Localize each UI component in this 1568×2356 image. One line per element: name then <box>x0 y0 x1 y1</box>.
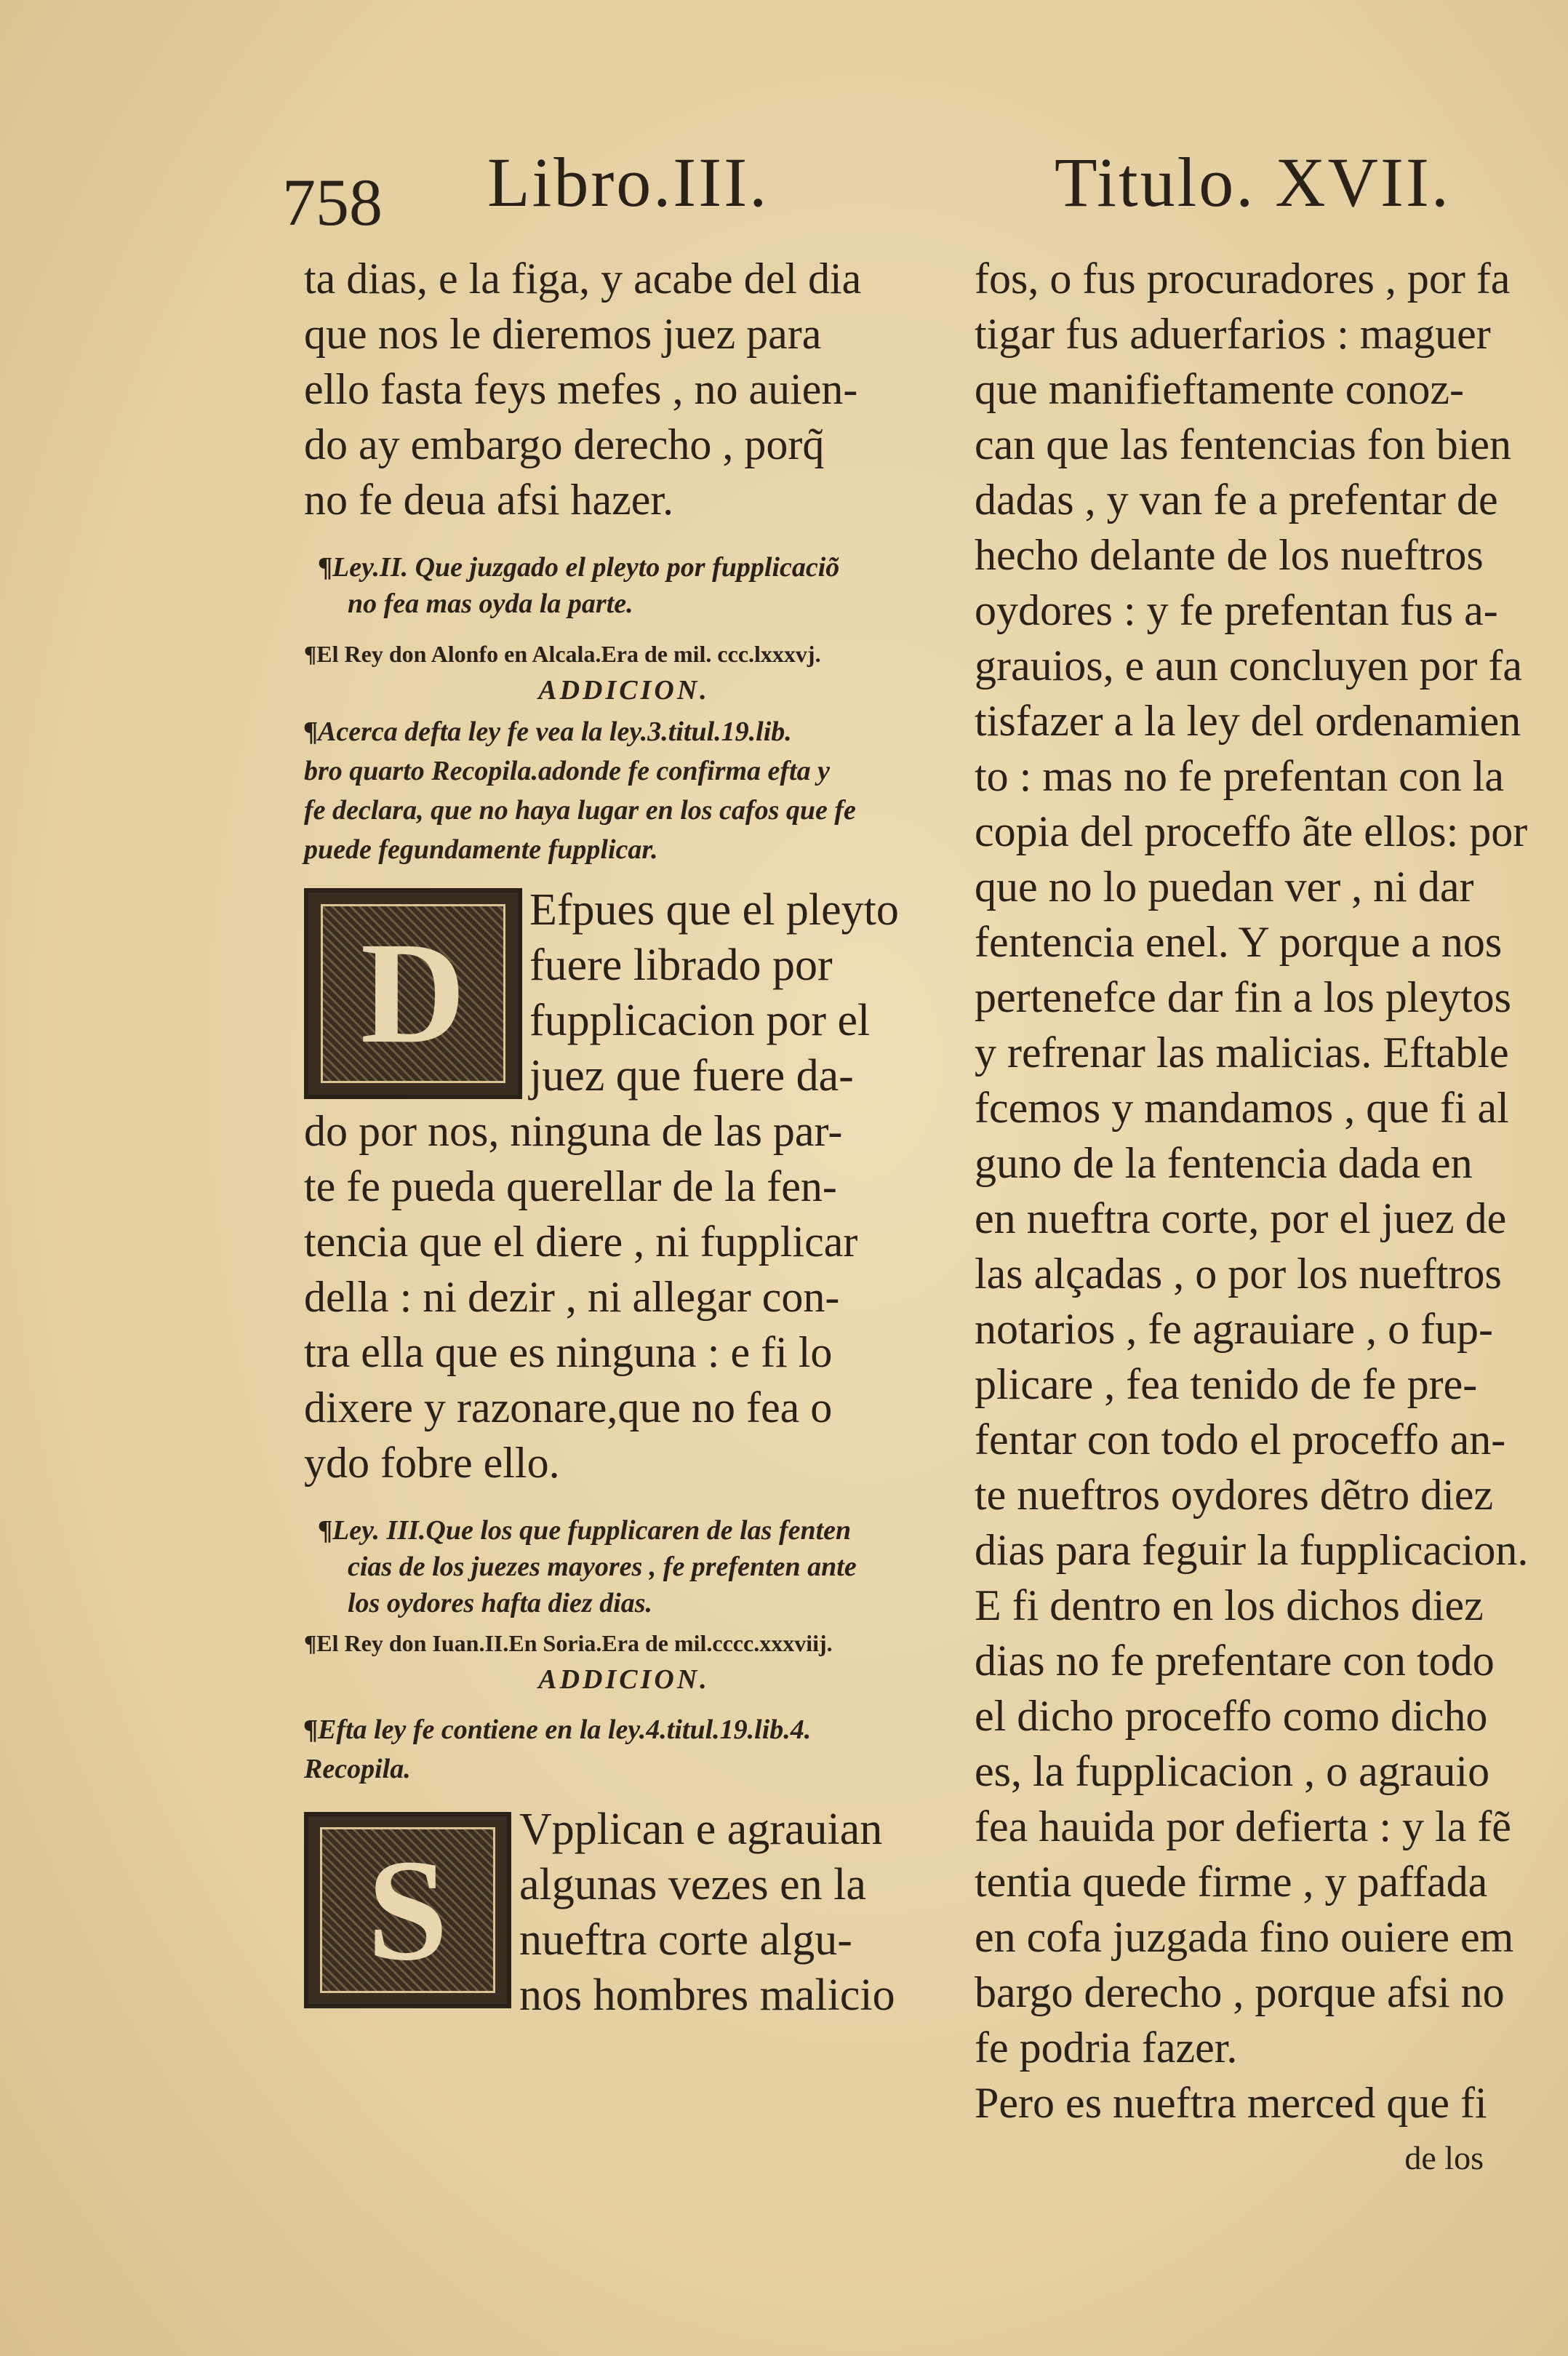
rubric-line: cias de los juezes mayores , fe prefenten ante <box>348 1552 857 1582</box>
text-line: tencia que el diere , ni fupplicar <box>304 1218 858 1266</box>
decorated-initial-d <box>304 888 522 1099</box>
text-line: tisfazer a la ley del ordenamien <box>975 697 1521 745</box>
law-3-text-opening <box>304 1802 944 2023</box>
running-head-title: Titulo. XVII. <box>1055 143 1451 221</box>
text-line: juez que fuere da- <box>529 1051 854 1101</box>
text-line: que no lo puedan ver , ni dar <box>975 863 1474 911</box>
law-3-rubric <box>304 1512 944 1621</box>
text-line: pertenefce dar fin a los pleytos <box>975 973 1512 1021</box>
text-line: can que las fentencias fon bien <box>975 420 1512 468</box>
text-line: que manifieftamente conoz- <box>975 365 1465 413</box>
note-line: puede fegundamente fupplicar. <box>304 834 658 865</box>
text-line: Efpues que el pleyto <box>529 885 899 935</box>
text-line: plicare , fea tenido de fe pre- <box>975 1360 1478 1408</box>
text-line: do ay embargo derecho , porq̃ <box>304 420 825 468</box>
text-line: grauios, e aun concluyen por fa <box>975 642 1523 690</box>
catchword: de los <box>1404 2139 1484 2176</box>
rubric-line: ¶Ley. III.Que los que fupplicaren de las fenten <box>319 1515 852 1546</box>
note-line: fe declara, que no haya lugar en los cafos que fe <box>304 795 856 826</box>
note-line: bro quarto Recopila.adonde fe confirma efta y <box>304 756 830 786</box>
text-line: to : mas no fe prefentan con la <box>975 752 1505 800</box>
text-line: algunas vezes en la <box>519 1860 866 1909</box>
law-2-text-opening <box>304 882 944 1103</box>
text-line: ta dias, e la figa, y acabe del dia <box>304 255 862 303</box>
rubric-line: no fea mas oyda la parte. <box>348 588 633 619</box>
text-line: te nueftros oydores dẽtro diez <box>975 1471 1494 1519</box>
text-line: en cofa juzgada fino ouiere em <box>975 1913 1514 1961</box>
page-header <box>276 142 1469 251</box>
initial-letter: D <box>321 904 505 1082</box>
text-line: ydo fobre ello. <box>304 1439 560 1487</box>
rubric-line: los oydores hafta diez dias. <box>348 1588 653 1618</box>
decorated-initial-s <box>304 1812 511 2008</box>
text-line: fea hauida por defierta : y la fẽ <box>975 1802 1511 1850</box>
note-line: ¶Acerca defta ley fe vea la ley.3.titul.19.lib. <box>304 716 792 747</box>
text-line: el dicho proceffo como dicho <box>975 1692 1488 1740</box>
text-line: dias para feguir la fupplicacion. <box>975 1526 1529 1574</box>
text-line: nueftra corte algu- <box>519 1915 852 1965</box>
text-line: en nueftra corte, por el juez de <box>975 1194 1507 1242</box>
initial-letter: S <box>320 1827 495 1993</box>
law-2-rubric <box>304 549 944 622</box>
text-line: della : ni dezir , ni allegar con- <box>304 1273 840 1321</box>
law-2-addicion-note <box>304 712 944 869</box>
text-line: fe podria fazer. <box>975 2024 1238 2072</box>
text-line: tigar fus aduerfarios : maguer <box>975 310 1491 358</box>
text-line: E fi dentro en los dichos diez <box>975 1581 1484 1629</box>
text-line: fos, o fus procuradores , por fa <box>975 255 1511 303</box>
text-line: que nos le dieremos juez para <box>304 310 822 358</box>
text-line: nos hombres malicio <box>519 1970 895 2020</box>
text-line: no fe deua afsi hazer. <box>304 476 674 524</box>
text-line: las alçadas , o por los nueftros <box>975 1250 1502 1298</box>
text-line: Vpplican e agrauian <box>519 1805 883 1854</box>
right-column <box>975 251 1527 2186</box>
text-line: fentencia enel. Y porque a nos <box>975 918 1503 966</box>
text-line: tra ella que es ninguna : e fi lo <box>304 1328 833 1376</box>
law-3-addicion-heading: ADDICION. <box>538 1664 710 1695</box>
text-line: hecho delante de los nueftros <box>975 531 1484 579</box>
text-line: es, la fupplicacion , o agrauio <box>975 1747 1490 1795</box>
text-line: dixere y razonare,que no fea o <box>304 1383 833 1431</box>
text-line: dias no fe prefentare con todo <box>975 1637 1495 1685</box>
text-line: ello fasta feys mefes , no auien- <box>304 365 858 413</box>
text-line: fentar con todo el proceffo an- <box>975 1415 1506 1463</box>
note-line: ¶Efta ley fe contiene en la ley.4.titul.19.lib.4. <box>304 1714 812 1745</box>
note-line: Recopila. <box>304 1754 411 1784</box>
law-2-addicion-heading: ADDICION. <box>538 675 710 706</box>
folio-number: 758 <box>282 165 383 239</box>
text-line: oydores : y fe prefentan fus a- <box>975 586 1498 634</box>
text-line: Pero es nueftra merced que fi <box>975 2079 1487 2127</box>
text-line: bargo derecho , porque afsi no <box>975 1968 1505 2016</box>
law-3-source: ¶El Rey don Iuan.II.En Soria.Era de mil.cccc.xxxviij. <box>304 1630 833 1656</box>
law-3-addicion-note <box>304 1710 944 1789</box>
left-column <box>304 251 944 2023</box>
text-line: fupplicacion por el <box>529 996 871 1045</box>
text-line: notarios , fe agrauiare , o fup- <box>975 1305 1494 1353</box>
text-line: do por nos, ninguna de las par- <box>304 1107 843 1155</box>
text-line: dadas , y van fe a prefentar de <box>975 476 1498 524</box>
running-head-book: Libro.III. <box>487 143 769 221</box>
text-line: y refrenar las malicias. Eftable <box>975 1029 1509 1077</box>
text-line: copia del proceffo ãte ellos: por <box>975 807 1528 855</box>
text-line: te fe pueda querellar de la fen- <box>304 1162 837 1210</box>
text-line: fuere librado por <box>529 941 833 990</box>
text-line: tentia quede firme , y paffada <box>975 1858 1488 1906</box>
law-2-source: ¶El Rey don Alonfo en Alcala.Era de mil. ccc.lxxxvj. <box>304 641 821 667</box>
text-line: fcemos y mandamos , que fi al <box>975 1084 1509 1132</box>
rubric-line: ¶Ley.II. Que juzgado el pleyto por fupplicaciõ <box>319 552 840 583</box>
text-line: guno de la fentencia dada en <box>975 1139 1473 1187</box>
